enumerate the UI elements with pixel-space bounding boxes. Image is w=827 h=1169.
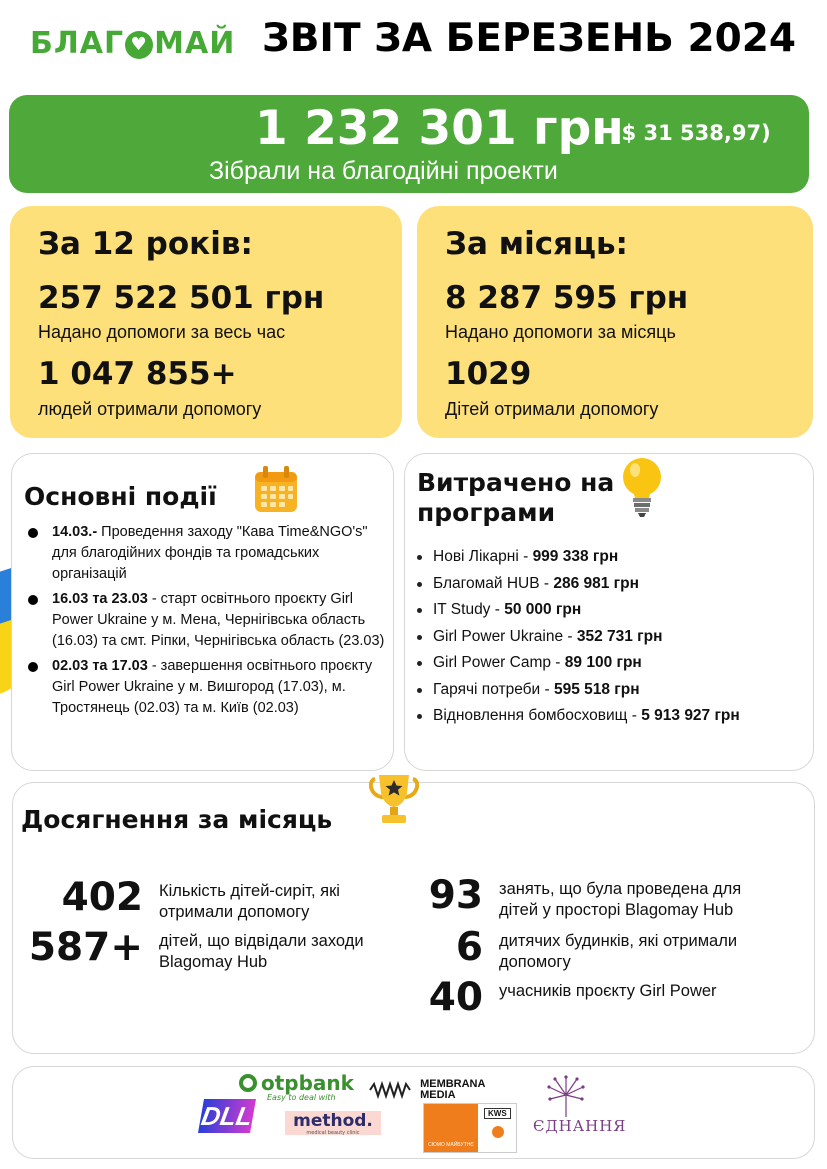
event-date: 16.03 та 23.03 [52, 591, 148, 607]
achievement-number: 93 [428, 873, 483, 918]
spending-item [417, 650, 812, 677]
otpbank-name: otpbank [261, 1071, 354, 1095]
achievement-stat [13, 875, 340, 925]
kws-orange-block: СЮМО МАЙБУТНЄ [424, 1104, 478, 1152]
header [0, 10, 827, 80]
method-clinic-logo [285, 1111, 381, 1135]
dll-logo: DLL [199, 1101, 255, 1131]
summary-amount: 8 287 595 грн [445, 280, 689, 316]
otpbank-logo [239, 1071, 354, 1102]
achievement-text: учасників проєкту Girl Power [499, 982, 717, 1000]
event-text: - старт освітнього проєкту Girl Power Ukraine у м. Мена, Чернігівська область (16.03) та смт. Ріпки, Чернігівська область (23.03) [52, 591, 385, 649]
summary-count-label: Дітей отримали допомогу [445, 399, 659, 419]
events-list [26, 522, 386, 723]
membrana-line2: MEDIA [420, 1089, 456, 1102]
method-name: method. [293, 1111, 373, 1131]
spending-amount: 5 913 927 грн [641, 707, 740, 724]
achievement-number: 6 [455, 925, 483, 970]
spending-amount: 352 731 грн [576, 627, 663, 645]
spending-amount: 286 981 грн [553, 574, 639, 592]
summary-12-years-card [10, 206, 402, 438]
summary-amount-label: Надано допомоги за місяць [445, 322, 676, 342]
summary-month-card [417, 206, 813, 438]
spending-item [417, 597, 812, 624]
program-spending-card [404, 453, 814, 771]
kws-circle-icon [492, 1126, 504, 1138]
achievement-stat [393, 873, 742, 923]
blagomay-logo [30, 26, 235, 61]
ednannia-name: ЄДНАННЯ [533, 1117, 627, 1135]
spending-label: Girl Power Camp - [433, 654, 565, 671]
event-date: 14.03.- [52, 524, 98, 540]
spending-amount: 595 518 грн [553, 680, 640, 698]
achievements-card [12, 782, 815, 1054]
events-title: Основні події [24, 482, 217, 511]
kws-logo [423, 1103, 517, 1153]
calendar-icon [252, 464, 300, 514]
summary-count: 1 047 855+ [38, 356, 237, 392]
lightbulb-icon [619, 456, 665, 518]
event-item [26, 656, 386, 719]
otpbank-tagline: Easy to deal with [267, 1093, 336, 1102]
spending-label: IT Study - [433, 601, 505, 618]
spending-amount: 89 100 грн [564, 654, 642, 671]
total-raised-amount: 1 232 301 грн [255, 101, 624, 156]
summary-count: 1029 [445, 356, 532, 392]
achievement-text: дитячих будинків, які отримали допомогу [499, 932, 738, 971]
trophy-icon [369, 771, 419, 827]
event-text: Проведення заходу "Кава Time&NGO's" для благодійних фондів та громадських організацій [52, 524, 368, 582]
report-title: ЗВІТ ЗА БЕРЕЗЕНЬ 2024 [262, 16, 797, 61]
summary-heading: За 12 років: [38, 226, 253, 262]
spending-label: Нові Лікарні - [433, 548, 533, 565]
membrana-media-logo [369, 1079, 485, 1102]
heart-icon: ♥ [125, 31, 153, 59]
otpbank-circle-icon [239, 1074, 257, 1092]
total-raised-banner [9, 95, 809, 193]
main-events-card [11, 453, 394, 771]
dandelion-icon [533, 1073, 599, 1117]
event-item [26, 522, 386, 585]
spending-item [417, 624, 812, 651]
spending-amount: 50 000 грн [504, 601, 582, 618]
total-raised-usd: ($ 31 538,97) [612, 121, 771, 145]
achievement-stat [13, 925, 364, 975]
spending-item [417, 571, 812, 598]
achievement-stat [393, 925, 738, 975]
membrana-line1: MEMBRANA [420, 1078, 486, 1090]
spending-list [417, 544, 812, 730]
logo-text-left: БЛАГ [30, 26, 125, 61]
summary-heading: За місяць: [445, 226, 628, 262]
achievement-stat [393, 975, 717, 1025]
method-tagline: medical beauty clinic [306, 1130, 360, 1136]
spending-item [417, 677, 812, 704]
spending-label: Girl Power Ukraine - [433, 627, 577, 645]
membrana-wave-icon [369, 1081, 413, 1099]
achievement-text: дітей, що відвідали заходи Blagomay Hub [159, 932, 364, 971]
achievement-text: Кількість дітей-сиріт, які отримали допомогу [159, 882, 340, 921]
event-item [26, 589, 386, 652]
summary-amount-label: Надано допомоги за весь час [38, 322, 286, 342]
spending-label: Благомай HUB - [433, 574, 554, 592]
achievement-number: 40 [428, 975, 483, 1020]
spending-amount: 999 338 грн [532, 548, 619, 565]
kws-label: KWS [484, 1108, 511, 1119]
ednannia-logo [533, 1073, 627, 1153]
achievement-number: 402 [61, 875, 143, 920]
spending-label: Відновлення бомбосховищ - [433, 707, 642, 724]
event-date: 02.03 та 17.03 [52, 658, 148, 674]
summary-amount: 257 522 501 грн [38, 280, 325, 316]
achievement-text: занять, що була проведена для дітей у просторі Blagomay Hub [499, 880, 742, 919]
spending-item [417, 703, 812, 730]
achievements-title: Досягнення за місяць [21, 805, 333, 834]
spending-title: Витрачено на програми [417, 468, 615, 527]
spending-item [417, 544, 812, 571]
event-text: - завершення освітнього проєкту Girl Power Ukraine у м. Вишгород (17.03), м. Тростянець (02.03) та м. Київ (02.03) [52, 658, 373, 716]
total-raised-subtitle: Зібрали на благодійні проекти [209, 157, 558, 185]
logo-text-right: МАЙ [154, 26, 236, 61]
spending-label: Гарячі потреби - [433, 680, 554, 698]
partners-logos-card [12, 1066, 815, 1159]
summary-count-label: людей отримали допомогу [38, 399, 262, 419]
achievement-number: 587+ [28, 925, 143, 970]
